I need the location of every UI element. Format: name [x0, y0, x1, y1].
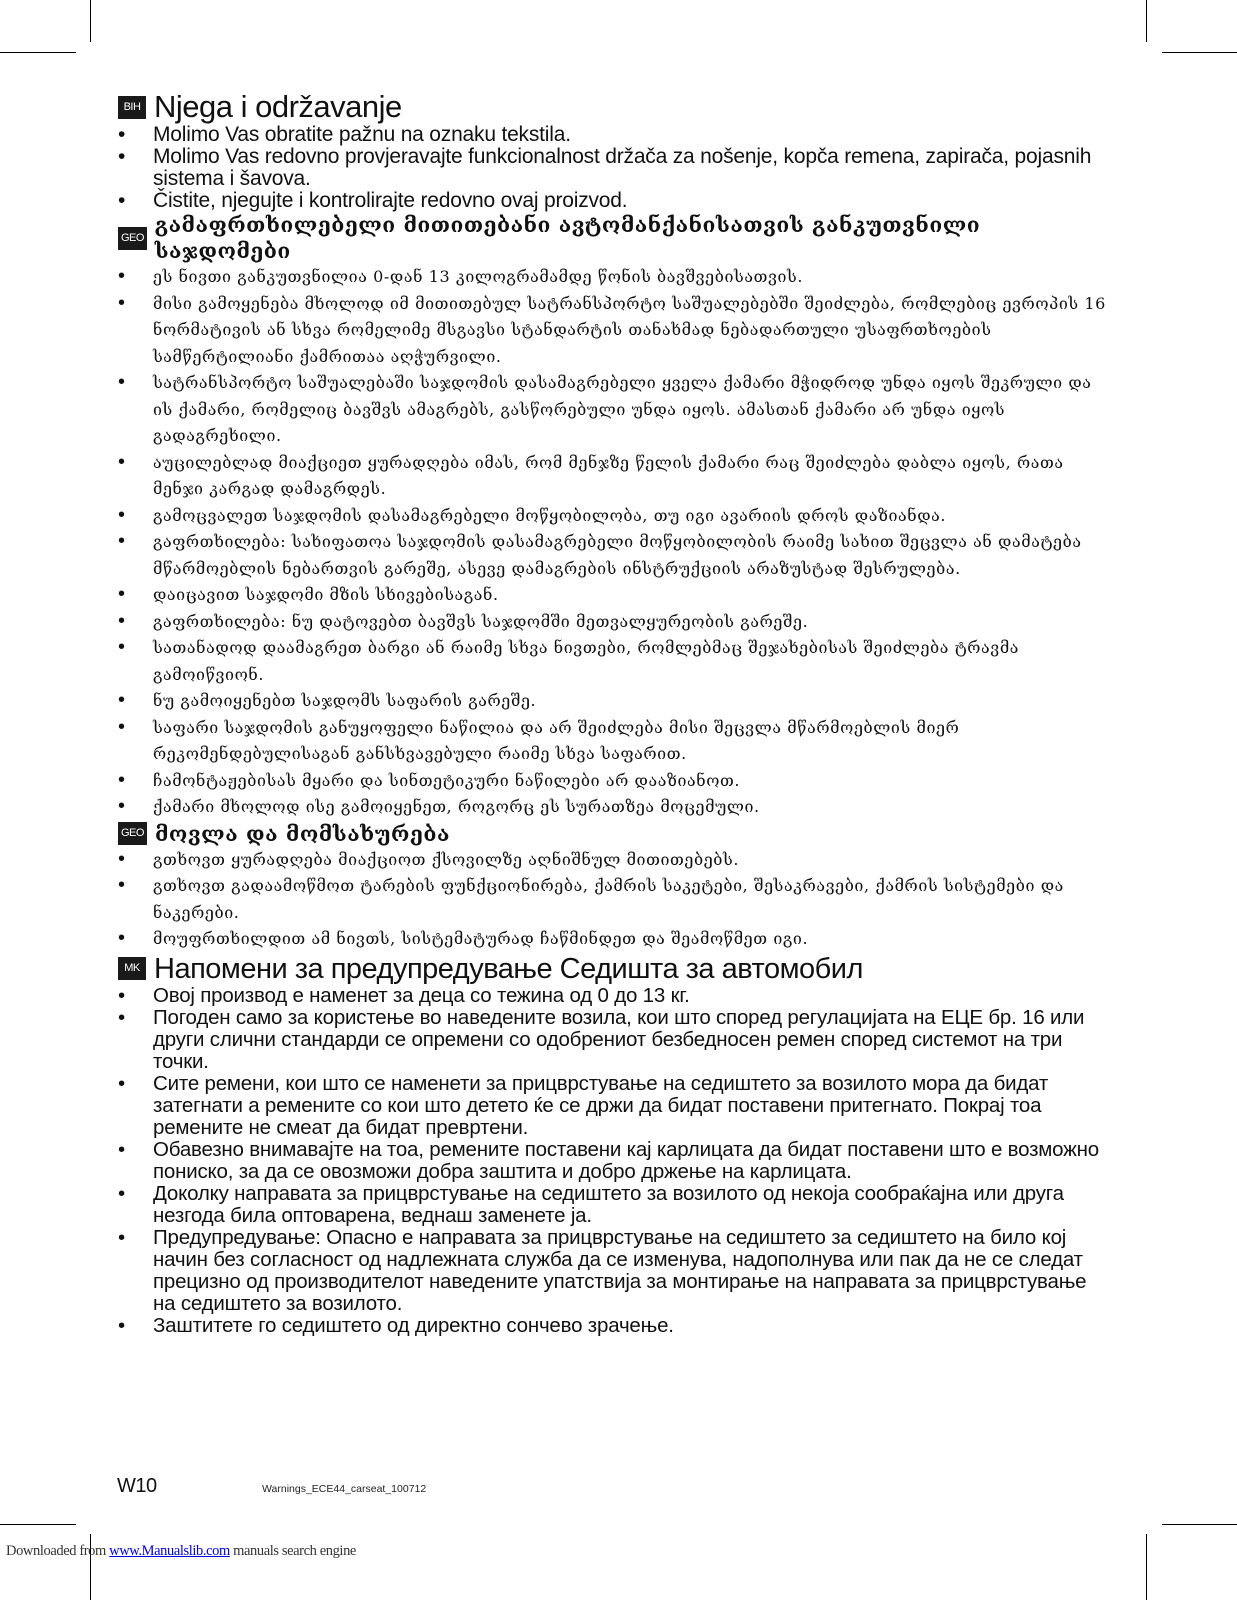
list-item: • Сите ремени, кои што се наменети за прицврстување на седиштето за возилото мора да бидат затегнати а ремените со кои што детето ќе се држи да бидат поставени притегнато. Покрај тоа ремените не смеат да бидат превртени. — [118, 1073, 1108, 1139]
list-item: • მისი გამოყენება მხოლოდ იმ მითითებულ სატრანსპორტო საშუალებებში შეიძლება, რომლებიც ევროპის 16 ნორმატივის ან სხვა რომელიმე მსგავსი სტანდარტის თანახმად ნებადართული უსაფრთხოების სამწერტილიანი ქამრითაა აღჭურვილი. — [118, 291, 1108, 371]
section-title: Напомени за предупредување Седишта за автомобил — [154, 952, 863, 985]
bullet-list — [118, 264, 1108, 821]
crop-mark — [1162, 52, 1237, 53]
list-item: • დაიცავით საჯდომი მზის სხივებისაგან. — [118, 582, 1108, 609]
download-notice — [6, 1543, 356, 1560]
list-item: • გაფრთხილება: სახიფათოა საჯდომის დასამაგრებელი მოწყობილობის რაიმე სახით შეცვლა ან დამატება მწარმოებლის ნებართვის გარეშე, ასევე დამაგრების ინსტრუქციის არაზუსტად შესრულება. — [118, 529, 1108, 582]
list-item: • Предупредување: Опасно е направата за прицврстување на седиштето за седиштето на било кој начин без согласност од надлежната служба да се изменува, надополнува или пак да не се следат прецизно од производителот наведените упатствија за монтирање на направата за прицврстување на седиштето за возилото. — [118, 1227, 1108, 1315]
language-badge: GEO — [118, 227, 147, 250]
section-care-geo — [118, 821, 1108, 953]
list-item: • ეს ნივთი განკუთვნილია 0-დან 13 კილოგრამამდე წონის ბავშვებისათვის. — [118, 264, 1108, 291]
language-badge: BIH — [118, 96, 146, 119]
crop-mark — [1162, 1524, 1237, 1525]
list-item: • გთხოვთ გადაამოწმოთ ტარების ფუნქციონირება, ქამრის საკეტები, შესაკრავები, ქამრის სისტემები და ნაკერები. — [118, 873, 1108, 926]
list-item: • Čistite, njegujte i kontrolirajte redovno ovaj proizvod. — [118, 190, 1108, 212]
download-prefix: Downloaded from — [6, 1543, 110, 1559]
section-warnings-geo — [118, 212, 1108, 821]
list-item: • გამოცვალეთ საჯდომის დასამაგრებელი მოწყობილობა, თუ იგი ავარიის დროს დაზიანდა. — [118, 503, 1108, 530]
list-item: • გაფრთხილება: ნუ დატოვებთ ბავშვს საჯდომში მეთვალყურეობის გარეშე. — [118, 609, 1108, 636]
section-title: მოვლა და მომსახურება — [154, 820, 450, 846]
list-item: • ქამარი მხოლოდ ისე გამოიყენეთ, როგორც ეს სურათზეა მოცემული. — [118, 794, 1108, 821]
list-item: • ჩამონტაჟებისას მყარი და სინთეტიკური ნაწილები არ დააზიანოთ. — [118, 768, 1108, 795]
crop-mark — [1146, 0, 1147, 42]
list-item: • Погоден само за користење во наведените возила, кои што според регулацијата на ЕЦЕ бр. 16 или други слични стандарди се опремени со одобрениот безбедносен ремен според системот на три точки. — [118, 1007, 1108, 1073]
crop-mark — [0, 1524, 76, 1525]
list-item: • Molimo Vas obratite pažnu na oznaku tekstila. — [118, 124, 1108, 146]
list-item: • Овој производ е наменет за деца со тежина од 0 до 13 кг. — [118, 985, 1108, 1007]
section-care-bih — [118, 90, 1108, 212]
list-item: • ნუ გამოიყენებთ საჯდომს საფარის გარეშე. — [118, 688, 1108, 715]
list-item: • Заштитете го седиштето од директно сончево зрачење. — [118, 1315, 1108, 1337]
list-item: • Доколку направата за прицврстување на седиштето за возилото од некоја сообраќајна или друга незгода била оптоварена, веднаш заменете ја. — [118, 1183, 1108, 1227]
bullet-list — [118, 985, 1108, 1337]
section-title: Njega i održavanje — [154, 89, 402, 124]
page-number: W10 — [117, 1475, 157, 1497]
language-badge: MK — [118, 957, 146, 980]
crop-mark — [0, 52, 76, 53]
list-item: • მოუფრთხილდით ამ ნივთს, სისტემატურად ჩაწმინდეთ და შეამოწმეთ იგი. — [118, 926, 1108, 953]
bullet-list — [118, 847, 1108, 953]
list-item: • გთხოვთ ყურადღება მიაქციოთ ქსოვილზე აღნიშნულ მითითებებს. — [118, 847, 1108, 874]
manualslib-link[interactable]: www.Manualslib.com — [109, 1543, 230, 1559]
section-warnings-mk — [118, 953, 1108, 1337]
download-suffix: manuals search engine — [229, 1543, 356, 1559]
list-item: • სატრანსპორტო საშუალებაში საჯდომის დასამაგრებელი ყველა ქამარი მჭიდროდ უნდა იყოს შეკრული და ის ქამარი, რომელიც ბავშვს ამაგრებს, გასწორებული უნდა იყოს. ამასთან ქამარი არ უნდა იყოს გადაგრეხილი. — [118, 370, 1108, 450]
document-code: Warnings_ECE44_carseat_100712 — [262, 1483, 427, 1495]
list-item: • აუცილებლად მიაქციეთ ყურადღება იმას, რომ მენჯზე წელის ქამარი რაც შეიძლება დაბლა იყოს, რათა მენჯი კარგად დამაგრდეს. — [118, 450, 1108, 503]
bullet-list — [118, 124, 1108, 212]
page-content — [118, 90, 1108, 1337]
list-item: • სათანადოდ დაამაგრეთ ბარგი ან რაიმე სხვა ნივთები, რომლებმაც შეჯახებისას შეიძლება ტრავმა გამოიწვიონ. — [118, 635, 1108, 688]
list-item: • საფარი საჯდომის განუყოფელი ნაწილია და არ შეიძლება მისი შეცვლა მწარმოებლის მიერ რეკომენდებულისაგან განსხვავებული რაიმე სხვა საფარით. — [118, 715, 1108, 768]
list-item: • Обавезно внимавајте на тоа, ремените поставени кај карлицата да бидат поставени што е возможно пониско, за да се овозможи добра заштита и добро држење на карлицата. — [118, 1139, 1108, 1183]
crop-mark — [1146, 1534, 1147, 1600]
crop-mark — [90, 0, 91, 42]
language-badge: GEO — [118, 822, 147, 845]
section-title: გამაფრთხილებელი მითითებანი ავტომანქანისათვის განკუთვნილი საჯდომები — [154, 212, 981, 263]
list-item: • Molimo Vas redovno provjeravajte funkcionalnost držača za nošenje, kopča remena, zapirača, pojasnih sistema i šavova. — [118, 146, 1108, 190]
